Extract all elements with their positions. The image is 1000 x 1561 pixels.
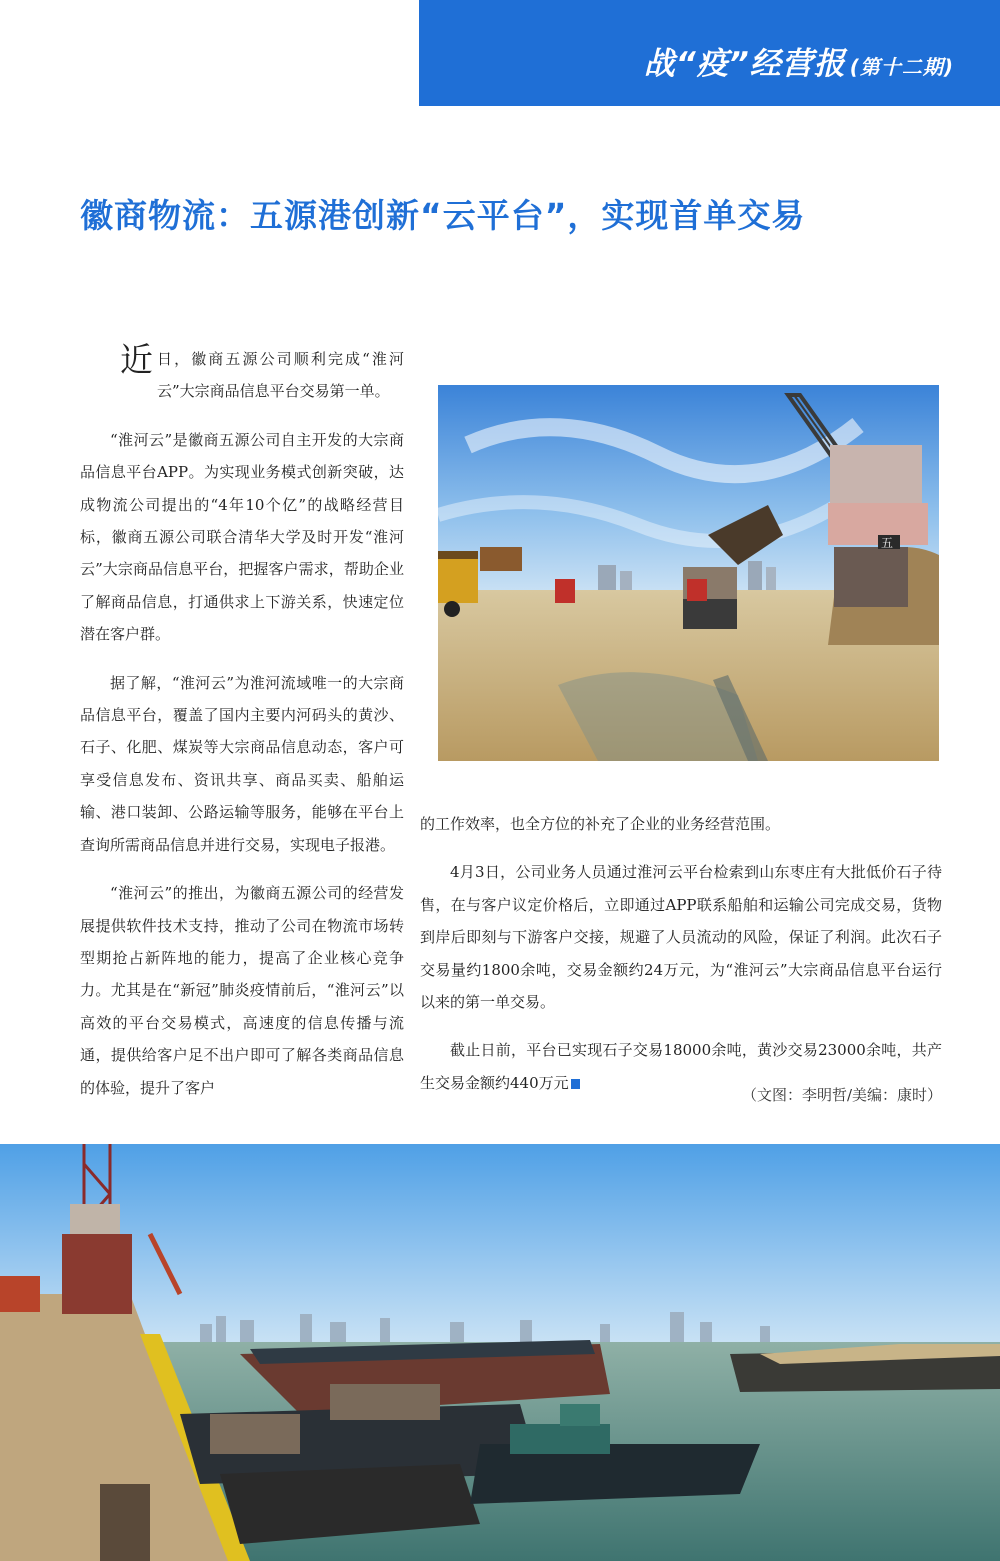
crane-marking: 五 bbox=[881, 536, 894, 550]
banner-title bbox=[644, 38, 954, 83]
text-column-left bbox=[80, 340, 404, 1104]
header-banner bbox=[419, 0, 1000, 106]
paragraph-6-text: 截止日前，平台已实现石子交易18000余吨，黄沙交易23000余吨，共产生交易金额约440万元 bbox=[420, 1041, 942, 1092]
paragraph-5: 4月3日，公司业务人员通过淮河云平台检索到山东枣庄有大批低价石子待售，在与客户议定价格后，立即通过APP联系船舶和运输公司完成交易，货物到岸后即刻与下游客户交接，规避了人员流动的风险，保证了利润。此次石子交易量约1800余吨，交易金额约24万元，为“淮河云”大宗商品信息平台运行以来的第一单交易。 bbox=[420, 863, 942, 1012]
port-panorama-photo bbox=[0, 1144, 1000, 1561]
port-crane-photo bbox=[438, 385, 939, 761]
banner-title-text: 战“疫”经营报 bbox=[643, 46, 846, 82]
paragraph-4-continued: 的工作效率，也全方位的补充了企业的业务经营范围。 bbox=[420, 815, 781, 833]
paragraph-1 bbox=[80, 340, 404, 408]
article-credit: （文图：李明哲/美编：康时） bbox=[741, 1086, 942, 1104]
paragraph-3: 据了解，“淮河云”为淮河流域唯一的大宗商品信息平台，覆盖了国内主要内河码头的黄沙、石子、化肥、煤炭等大宗商品信息动态，客户可享受信息发布、资讯共享、商品买卖、船舶运输、港口装卸、公路运输等服务，能够在平台上查询所需商品信息并进行交易，实现电子报港。 bbox=[80, 673, 404, 854]
text-column-right bbox=[420, 808, 942, 1099]
paragraph-4: “淮河云”的推出，为徽商五源公司的经营发展提供软件技术支持，推动了公司在物流市场转型期抢占新阵地的能力，提高了企业核心竞争力。尤其是在“新冠”肺炎疫情前后，“淮河云”以高效的平台交易模式，高速度的信息传播与流通，提供给客户足不出户即可了解各类商品信息的体验，提升了客户 bbox=[80, 884, 404, 1097]
paragraph-2: “淮河云”是徽商五源公司自主开发的大宗商品信息平台APP。为实现业务模式创新突破，达成物流公司提出的“4年10个亿”的战略经营目标，徽商五源公司联合清华大学及时开发“淮河云”大宗商品信息平台，把握客户需求，帮助企业了解商品信息，打通供求上下游关系，快速定位潜在客户群。 bbox=[80, 430, 404, 644]
drop-cap: 近 bbox=[120, 340, 153, 379]
paragraph-1-text: 日，徽商五源公司顺利完成“淮河云”大宗商品信息平台交易第一单。 bbox=[157, 350, 404, 401]
article-headline: 徽商物流：五源港创新“云平台”，实现首单交易 bbox=[80, 196, 806, 235]
banner-issue: (第十二期) bbox=[849, 55, 954, 79]
end-mark-icon bbox=[571, 1079, 580, 1089]
